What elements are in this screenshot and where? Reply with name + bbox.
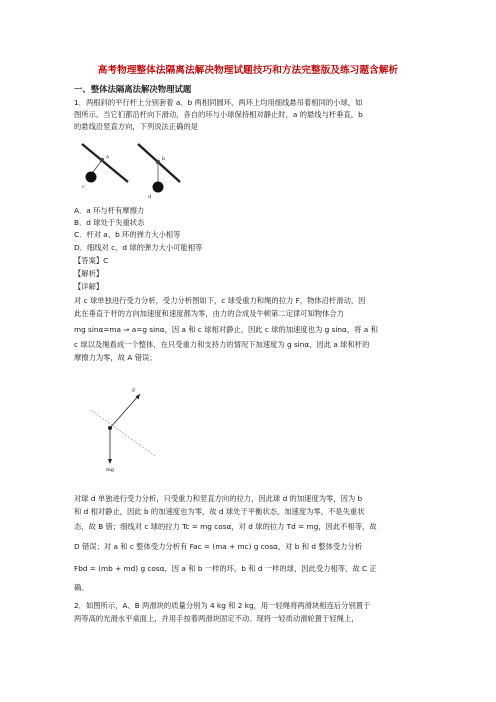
q1-detail-label: 【详解】 (74, 282, 104, 291)
label-d: d (148, 194, 152, 200)
ring-a (100, 158, 104, 162)
q1-option-b: B．d 球处于失重状态 (74, 218, 145, 227)
q1-detail-line-3: mg sinα=ma ⇒ a=g sinα，因 a 和 c 球相对静止，因此 c 球的加速度也为 g sinα，将 a 和 (74, 325, 378, 334)
rods-diagram (80, 138, 180, 200)
q1-line-2: 图所示。当它们都沿杆向下滑动，各自的环与小球保持相对静止时，a 的悬线与杆垂直，b (74, 110, 363, 119)
section-heading: 一、整体法隔离法解决物理试题 (74, 84, 192, 94)
q1-detail-line-4: c 球以及绳看成一个整体，在只受重力和支持力的情况下加速度为 g sinα，因此 a 球和杆的 (74, 340, 370, 349)
tension-vector (110, 394, 140, 428)
q1-detail2-line-4: D 错误；对 a 和 c 整体受力分析有 Fac = (ma + mc) g cosα，对 b 和 d 整体受力分析 (74, 542, 363, 551)
gravity-arrowhead (108, 459, 112, 464)
label-c: c (82, 184, 85, 190)
ring-b (156, 160, 160, 164)
q2-line-1: 2．如图所示，A、B 两滑块的质量分别为 4 kg 和 2 kg，用一轻绳将两滑块相连后分别置于 (74, 601, 371, 610)
q1-answer: 【答案】C (74, 256, 109, 265)
incline-line (91, 410, 155, 456)
label-b: b (162, 156, 166, 162)
label-mg: mg (106, 467, 114, 473)
ball-d (153, 182, 164, 193)
q1-line-3: 的悬线沿竖直方向，下列说法正确的是 (74, 122, 199, 131)
q1-detail2-line-6: 确。 (74, 583, 89, 592)
document-title: 高考物理整体法隔离法解决物理试题技巧和方法完整版及练习题含解析 (97, 65, 399, 76)
q1-detail2-line-1: 对球 d 单独进行受力分析，只受重力和竖直方向的拉力，因此球 d 的加速度为零，因为 b (74, 494, 363, 503)
q2-line-2: 两等高的光滑水平桌面上，并用手按着两滑块固定不动。现将一轻质动滑轮置于轻绳上， (74, 614, 359, 623)
q1-detail-line-1: 对 c 球单独进行受力分析，受力分析图如下，c 球受重力和绳的拉力 F，物体沿杆滑动，因 (74, 296, 366, 305)
q1-detail2-line-2: 和 d 相对静止，因此 b 的加速度也为零，故 d 球处于平衡状态，加速度为零，不是失重状 (74, 507, 365, 516)
string-c (93, 160, 102, 172)
ball-point (108, 426, 112, 430)
q1-option-c: C．杆对 a、b 环的弹力大小相等 (74, 230, 181, 239)
q1-detail-line-2: 此在垂直于杆的方向加速度和速度都为零，由力的合成及牛顿第二定律可知物体合力 (74, 309, 344, 318)
q1-analysis-label: 【解析】 (74, 269, 104, 278)
q1-detail2-line-5: Fbd = (mb + md) g cosα，因 a 和 b 一样的环，b 和 d 一样的球，因此受力相等，故 C 正 (74, 564, 377, 573)
q1-line-1: 1．两根斜的平行杆上分别套着 a、b 两相同圆环，两环上均用细线悬吊着相同的小球，如 (74, 98, 363, 107)
label-force-f: F (132, 388, 136, 394)
q1-option-d: D．细线对 c、d 球的弹力大小可能相等 (74, 243, 203, 252)
q1-option-a: A．a 环与杆有摩擦力 (74, 206, 145, 215)
q1-detail2-line-3: 态，故 B 错；细线对 c 球的拉力 Tc = mg cosα，对 d 球的拉力 Td = mg，因此不相等，故 (74, 522, 377, 531)
force-diagram (88, 372, 158, 472)
ball-c (86, 172, 97, 183)
q1-detail-line-5: 摩擦力为零，故 A 错误； (74, 353, 157, 362)
label-a: a (106, 154, 109, 160)
